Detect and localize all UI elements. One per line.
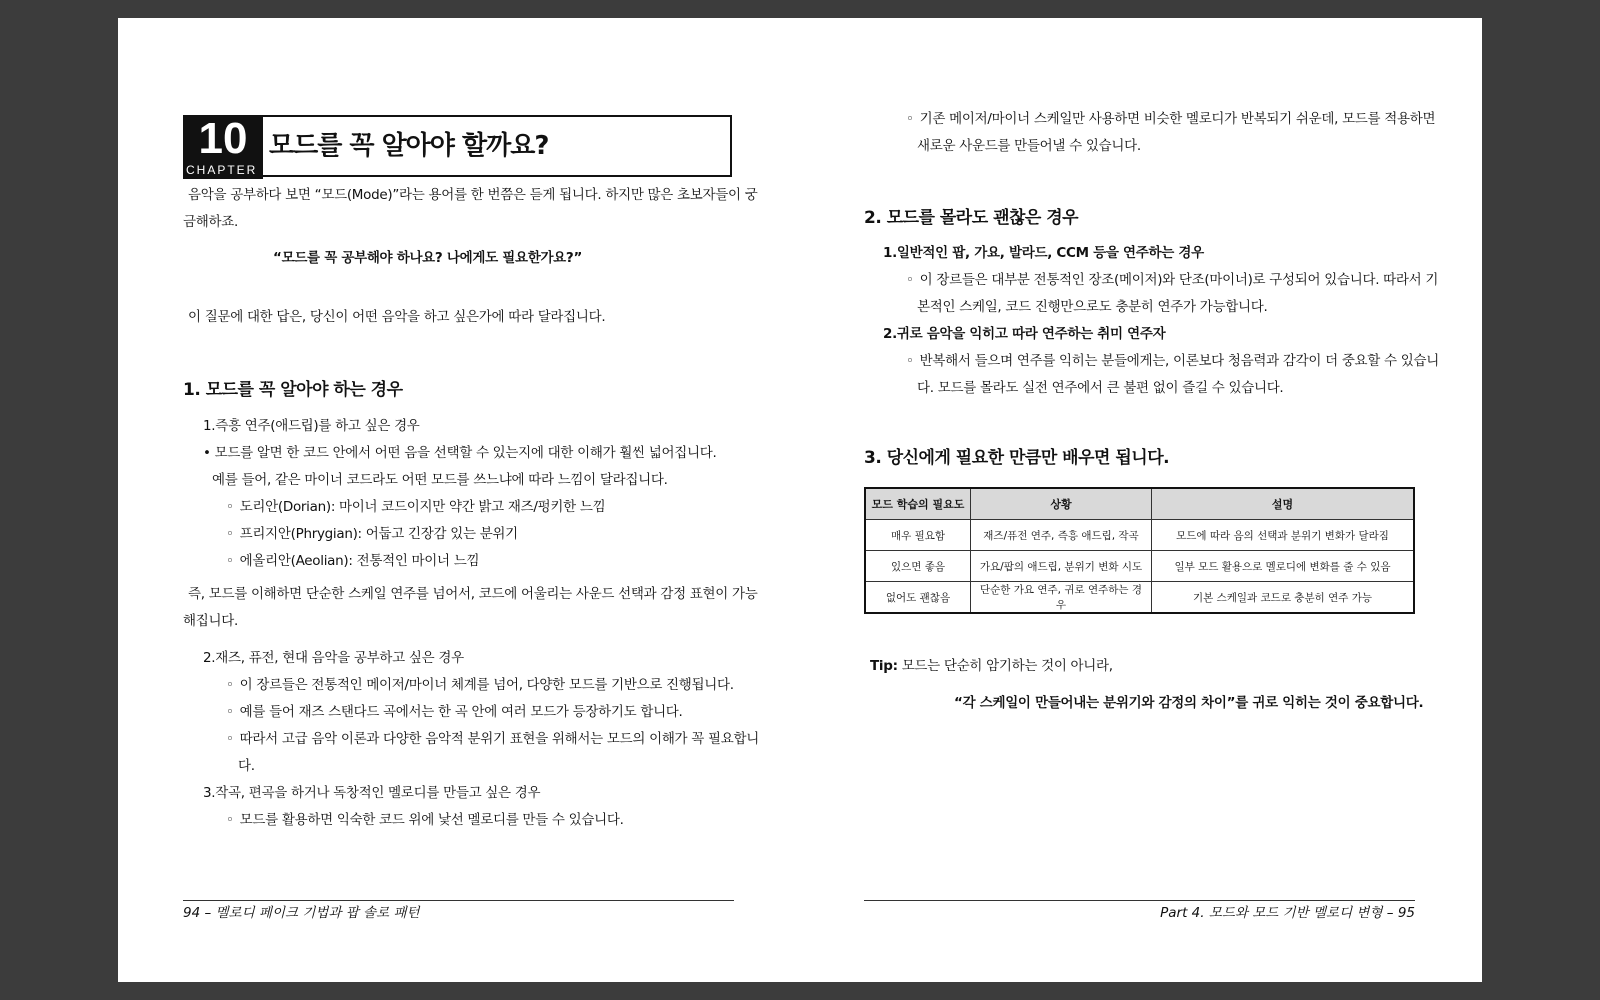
- right-page: [864, 18, 1439, 982]
- section-1-item-1: 1.즉흥 연주(애드립)를 하고 싶은 경우: [203, 418, 420, 434]
- table-cell: 있으면 좋음: [865, 551, 971, 582]
- section-1-item-3-bullet: ◦ 모드를 활용하면 익숙한 코드 위에 낯선 멜로디를 만들 수 있습니다.: [226, 807, 624, 834]
- section-1-item-2-cont: 다.: [238, 758, 255, 774]
- tip-line: [870, 653, 1113, 680]
- table-header-row: [865, 488, 1414, 520]
- mode-dorian: ◦ 도리안(Dorian): 마이너 코드이지만 약간 밝고 재즈/펑키한 느낌: [226, 494, 605, 521]
- table-header-cell: 설명: [1152, 488, 1415, 520]
- intro-line-1: 음악을 공부하다 보면 “모드(Mode)”라는 용어를 한 번쯤은 듣게 됩니다. 하지만 많은 초보자들이 궁: [188, 187, 758, 203]
- table-cell: 단순한 가요 연주, 귀로 연주하는 경우: [971, 582, 1152, 614]
- question-quote: “모드를 꼭 공부해야 하나요? 나에게도 필요한가요?”: [273, 250, 583, 266]
- chapter-title: 모드를 꼭 알아야 할까요?: [269, 131, 549, 161]
- table-row: [865, 582, 1414, 614]
- mode-aeolian: ◦ 에올리안(Aeolian): 전통적인 마이너 느낌: [226, 548, 479, 575]
- section-1-item-2-bullet-3: ◦ 따라서 고급 음악 이론과 다양한 음악적 분위기 표현을 위해서는 모드의 이해가 꼭 필요합니: [226, 726, 759, 753]
- section-1-heading: 1. 모드를 꼭 알아야 하는 경우: [183, 380, 403, 400]
- section-2-item-2-line-1: ◦ 반복해서 들으며 연주를 익히는 분들에게는, 이론보다 청음력과 감각이 더 중요할 수 있습니: [906, 348, 1439, 375]
- footer-rule: [183, 900, 734, 901]
- section-2-item-2: 2.귀로 음악을 익히고 따라 연주하는 취미 연주자: [883, 326, 1166, 342]
- mode-phrygian: ◦ 프리지안(Phrygian): 어둡고 긴장감 있는 분위기: [226, 521, 518, 548]
- section-2-item-1-line-2: 본적인 스케일, 코드 진행만으로도 충분히 연주가 가능합니다.: [917, 299, 1268, 315]
- right-footer: Part 4. 모드와 모드 기반 멜로디 변형 – 95: [1160, 905, 1415, 921]
- table-header-cell: 모드 학습의 필요도: [865, 488, 971, 520]
- table-row: [865, 551, 1414, 582]
- table-cell: 가요/팝의 애드립, 분위기 변화 시도: [971, 551, 1152, 582]
- table-cell: 모드에 따라 음의 선택과 분위기 변화가 달라짐: [1152, 520, 1415, 551]
- book-spread: [118, 18, 1482, 982]
- chapter-header: [183, 115, 732, 177]
- table-header-cell: 상황: [971, 488, 1152, 520]
- section-1-item-3: 3.작곡, 편곡을 하거나 독창적인 멜로디를 만들고 싶은 경우: [203, 785, 541, 801]
- table-row: [865, 520, 1414, 551]
- section-2-item-1: 1.일반적인 팝, 가요, 발라드, CCM 등을 연주하는 경우: [883, 245, 1204, 261]
- section-1-item-2: 2.재즈, 퓨전, 현대 음악을 공부하고 싶은 경우: [203, 650, 464, 666]
- table-cell: 재즈/퓨전 연주, 즉흥 애드립, 작곡: [971, 520, 1152, 551]
- table-cell: 기본 스케일과 코드로 충분히 연주 가능: [1152, 582, 1415, 614]
- mode-need-table: [864, 487, 1415, 614]
- chapter-number: 10: [198, 114, 248, 163]
- section-2-item-2-line-2: 다. 모드를 몰라도 실전 연주에서 큰 불편 없이 즐길 수 있습니다.: [917, 380, 1284, 396]
- tip-text: 모드는 단순히 암기하는 것이 아니라,: [897, 658, 1113, 674]
- answer-text: 이 질문에 대한 답은, 당신이 어떤 음악을 하고 싶은가에 따라 달라집니다.: [188, 309, 606, 325]
- summary-line-2: 해집니다.: [183, 613, 238, 629]
- footer-rule: [864, 900, 1415, 901]
- section-1-item-2-bullet-1: ◦ 이 장르들은 전통적인 메이저/마이너 체계를 넘어, 다양한 모드를 기반으로 진행됩니다.: [226, 672, 734, 699]
- table-cell: 매우 필요함: [865, 520, 971, 551]
- chapter-word: CHAPTER: [186, 163, 258, 177]
- continued-bullet-line-1: ◦ 기존 메이저/마이너 스케일만 사용하면 비슷한 멜로디가 반복되기 쉬운데, 모드를 적용하면: [906, 106, 1435, 133]
- table-cell: 일부 모드 활용으로 멜로디에 변화를 줄 수 있음: [1152, 551, 1415, 582]
- section-1-item-1-example: 예를 들어, 같은 마이너 코드라도 어떤 모드를 쓰느냐에 따라 느낌이 달라집니다.: [212, 472, 668, 488]
- section-1-item-1-bullet: • 모드를 알면 한 코드 안에서 어떤 음을 선택할 수 있는지에 대한 이해가 훨씬 넓어집니다.: [203, 440, 716, 467]
- tip-emphasis: “각 스케일이 만들어내는 분위기와 감정의 차이”를 귀로 익히는 것이 중요합니다.: [954, 695, 1424, 711]
- chapter-badge: [183, 115, 263, 179]
- summary-line-1: 즉, 모드를 이해하면 단순한 스케일 연주를 넘어서, 코드에 어울리는 사운드 선택과 감정 표현이 가능: [188, 586, 758, 602]
- table-cell: 없어도 괜찮음: [865, 582, 971, 614]
- left-footer: 94 – 멜로디 페이크 기법과 팝 솔로 패턴: [183, 905, 420, 921]
- section-2-item-1-line-1: ◦ 이 장르들은 대부분 전통적인 장조(메이저)와 단조(마이너)로 구성되어 있습니다. 따라서 기: [906, 267, 1438, 294]
- section-3-heading: 3. 당신에게 필요한 만큼만 배우면 됩니다.: [864, 448, 1170, 468]
- left-page: [183, 18, 759, 982]
- section-1-item-2-bullet-2: ◦ 예를 들어 재즈 스탠다드 곡에서는 한 곡 안에 여러 모드가 등장하기도 합니다.: [226, 699, 683, 726]
- section-2-heading: 2. 모드를 몰라도 괜찮은 경우: [864, 208, 1079, 228]
- tip-label: Tip:: [870, 658, 898, 674]
- intro-line-2: 금해하죠.: [183, 214, 238, 230]
- continued-bullet-line-2: 새로운 사운드를 만들어낼 수 있습니다.: [917, 138, 1141, 154]
